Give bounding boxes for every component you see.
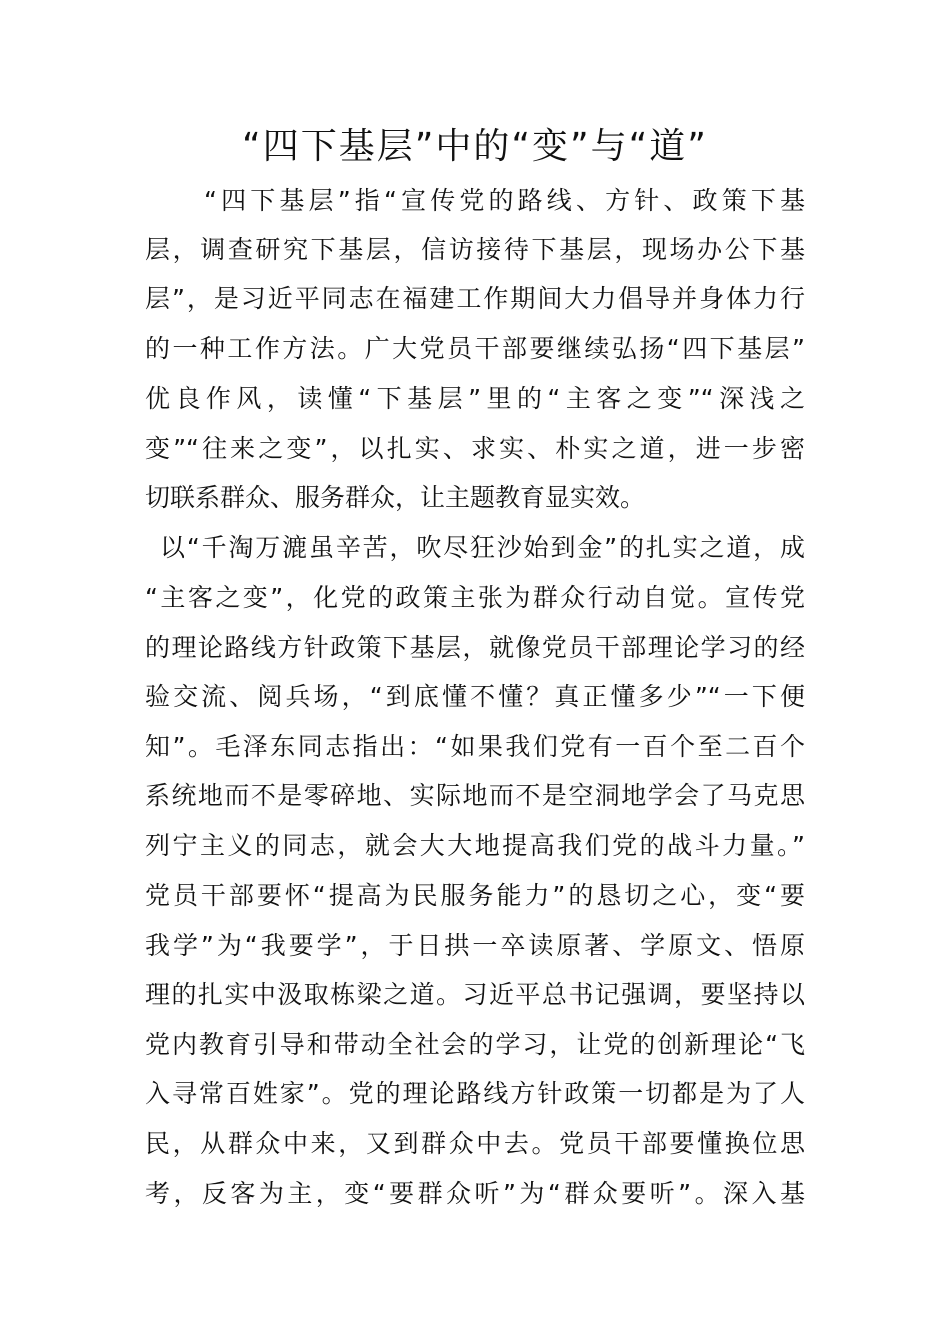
paragraph-line: 系统地而不是零碎地、实际地而不是空洞地学会了马克思: [145, 781, 805, 810]
paragraph-line: 的一种工作方法。广大党员干部要继续弘扬“四下基层”: [145, 334, 805, 363]
paragraph-line: 民，从群众中来，又到群众中去。党员干部要懂换位思: [145, 1129, 805, 1158]
paragraph-line: 党内教育引导和带动全社会的学习，让党的创新理论“飞: [145, 1030, 805, 1059]
paragraph-line: 切联系群众、服务群众，让主题教育显实效。: [145, 483, 646, 512]
paragraph-line: 优良作风，读懂“下基层”里的“主客之变”“深浅之: [145, 384, 805, 413]
paragraph-line: 入寻常百姓家”。党的理论路线方针政策一切都是为了人: [145, 1079, 805, 1108]
paragraph-line: 理的扎实中汲取栋梁之道。习近平总书记强调，要坚持以: [145, 980, 805, 1009]
paragraph-line: 层”，是习近平同志在福建工作期间大力倡导并身体力行: [145, 284, 805, 313]
paragraph-line: “四下基层”指“宣传党的路线、方针、政策下基: [204, 186, 805, 215]
paragraph-line: 列宁主义的同志，就会大大地提高我们党的战斗力量。”: [145, 831, 805, 860]
paragraph-line: 变”“往来之变”，以扎实、求实、朴实之道，进一步密: [145, 434, 805, 463]
paragraph-line: 知”。毛泽东同志指出：“如果我们党有一百个至二百个: [145, 732, 805, 761]
paragraph-line: 党员干部要怀“提高为民服务能力”的恳切之心，变“要: [145, 881, 805, 910]
paragraph-line: “主客之变”，化党的政策主张为群众行动自觉。宣传党: [145, 583, 805, 612]
paragraph-line: 的理论路线方针政策下基层，就像党员干部理论学习的经: [145, 633, 805, 662]
paragraph-line: 以“千淘万漉虽辛苦，吹尽狂沙始到金”的扎实之道，成: [160, 533, 805, 562]
document-title: “四下基层”中的“变”与“道”: [242, 126, 708, 167]
paragraph-line: 我学”为“我要学”，于日拱一卒读原著、学原文、悟原: [145, 931, 805, 960]
paragraph-line: 验交流、阅兵场，“到底懂不懂？真正懂多少”“一下便: [145, 682, 805, 711]
paragraph-line: 层，调查研究下基层，信访接待下基层，现场办公下基: [145, 235, 805, 264]
paragraph-line: 考，反客为主，变“要群众听”为“群众要听”。深入基: [145, 1179, 805, 1208]
